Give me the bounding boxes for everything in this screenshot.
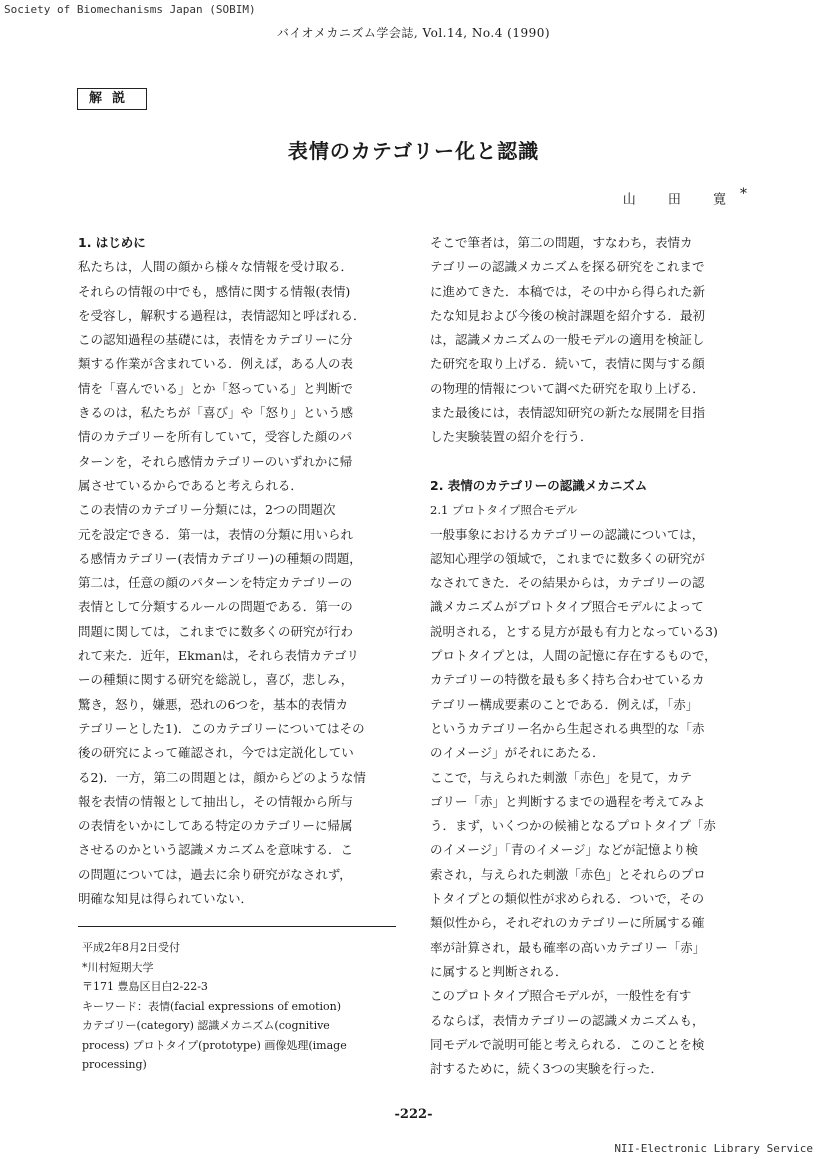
footnote-line: 平成2年8月2日受付	[82, 941, 180, 954]
text-line: を受容し，解釈する過程は，表情認知と呼ばれる．	[78, 307, 366, 323]
text-line: の表情をいかにしてある特定のカテゴリーに帰属	[78, 818, 353, 834]
text-line: た研究を取り上げる．続いて，表情に関与する顔	[430, 356, 705, 372]
text-line: きるのは，私たちが「喜び」や「怒り」という感	[78, 405, 354, 421]
society-header: Society of Biomechanisms Japan (SOBIM)	[4, 3, 256, 16]
footnote-line: processing)	[82, 1058, 147, 1071]
subsection-heading: 2.1 プロトタイプ照合モデル	[430, 503, 578, 518]
right-column	[430, 231, 752, 1081]
text-line: う．まず，いくつかの候補となるプロトタイプ「赤	[430, 818, 716, 834]
text-line: のイメージ」「青のイメージ」などが記憶より検	[430, 842, 699, 858]
category-badge: 解説	[77, 88, 147, 110]
article-title: 表情のカテゴリー化と認識	[287, 139, 540, 163]
text-line: 一般事象におけるカテゴリーの認識については，	[430, 526, 705, 542]
text-line: に進めてきた．本稿では，その中から得られた新	[430, 283, 706, 299]
text-line: した実験装置の紹介を行う．	[430, 429, 593, 445]
author-footnote-mark: *	[740, 186, 747, 202]
text-line: なされてきた．その結果からは，カテゴリーの認	[430, 575, 705, 591]
text-line: ここで，与えられた刺激「赤色」を見て，カテ	[430, 769, 693, 785]
text-line: 識メカニズムがプロトタイプ照合モデルによって	[430, 599, 704, 615]
author-text: 山 田 寛	[622, 192, 740, 208]
text-line: に属すると判断される．	[430, 963, 568, 979]
text-line: ゴリー「赤」と判断するまでの過程を考えてみよ	[430, 793, 706, 809]
text-line: このプロトタイプ照合モデルが，一般性を有す	[430, 988, 692, 1004]
text-line: そこで筆者は，第二の問題，すなわち，表情カ	[430, 235, 693, 250]
text-line: れて来た．近年，Ekmanは，それら表情カテゴリ	[78, 648, 360, 664]
text-line: は，認識メカニズムの一般モデルの適用を検証し	[430, 332, 705, 348]
page-number: -222-	[394, 1107, 433, 1122]
text-line: 驚き，怒り，嫌悪，恐れの6つを，基本的表情カ	[78, 696, 348, 712]
text-line: それらの情報の中でも，感情に関する情報(表情)	[78, 283, 351, 299]
text-line: 情のカテゴリーを所有していて，受容した顔のパ	[78, 429, 353, 445]
text-line: トタイプとの類似性が求められる．ついで，その	[430, 891, 705, 907]
text-line: 報を表情の情報として抽出し，その情報から所与	[78, 793, 354, 809]
author-name	[623, 186, 747, 207]
text-line: る感情カテゴリー(表情カテゴリー)の種類の問題，	[78, 550, 362, 566]
footnote-line: *川村短期大学	[82, 960, 154, 974]
text-line: るならば，表情カテゴリーの認識メカニズムも，	[430, 1012, 705, 1028]
text-line: テゴリー構成要素のことである．例えば，「赤」	[430, 696, 699, 712]
text-line: 率が計算され，最も確率の高いカテゴリー「赤」	[430, 939, 706, 955]
text-line: のイメージ」がそれにあたる．	[430, 745, 605, 761]
text-line: 情を「喜んでいる」とか「怒っている」と判断で	[78, 380, 354, 396]
footnote-rule	[78, 926, 396, 927]
text-line: 私たちは，人間の顔から様々な情報を受け取る．	[78, 259, 354, 275]
footnote-line: process) プロトタイプ(prototype) 画像処理(image	[82, 1038, 347, 1052]
section-heading: 2. 表情のカテゴリーの認識メカニズム	[430, 477, 648, 493]
text-line: 明確な知見は得られていない．	[78, 891, 254, 907]
text-line: る2)．一方，第二の問題とは，顔からどのような情	[78, 769, 366, 785]
footnote-line: カテゴリー(category) 認識メカニズム(cognitive	[82, 1019, 330, 1032]
text-line: 類似性から，それぞれのカテゴリーに所属する確	[430, 915, 705, 931]
text-line: というカテゴリー名から生起される典型的な「赤	[430, 720, 705, 736]
text-line: たな知見および今後の検討課題を紹介する．最初	[430, 307, 706, 323]
text-line: プロトタイプとは，人間の記憶に存在するもので，	[430, 648, 717, 664]
left-column	[78, 231, 398, 911]
text-line: 説明される，とする見方が最も有力となっている3)	[430, 623, 718, 639]
text-line: 同モデルで説明可能と考えられる．このことを検	[430, 1036, 705, 1052]
footnote-line: 〒171 豊島区目白2-22-3	[82, 980, 208, 993]
text-line: 元を設定できる．第一は，表情の分類に用いられ	[78, 526, 354, 542]
footnote-line: キーワード：表情(facial expressions of emotion)	[82, 999, 342, 1013]
text-line: テゴリーとした1)．このカテゴリーについてはその	[78, 720, 365, 736]
text-line: 第二は，任意の顔のパターンを特定カテゴリーの	[78, 575, 353, 591]
text-line: 問題に関しては，これまでに数多くの研究が行わ	[78, 623, 354, 639]
text-line: ターンを，それら感情カテゴリーのいずれかに帰	[78, 453, 353, 469]
text-line: この表情のカテゴリー分類には，2つの問題次	[78, 502, 336, 518]
footnotes	[82, 938, 402, 1075]
library-service-label: NII-Electronic Library Service	[614, 1142, 813, 1155]
text-line: の問題については，過去に余り研究がなされず，	[78, 866, 352, 882]
text-line: 属させているからであると考えられる．	[78, 477, 303, 493]
text-line: また最後には，表情認知研究の新たな展開を目指	[430, 405, 706, 421]
text-line: カテゴリーの特徴を最も多く持ち合わせているカ	[430, 672, 705, 688]
text-line: 後の研究によって確認され，今では定説化してい	[78, 745, 354, 761]
text-line: テゴリーの認識メカニズムを探る研究をこれまで	[430, 259, 705, 275]
text-line: 類する作業が含まれている．例えば，ある人の表	[78, 356, 354, 372]
text-line: させるのかという認識メカニズムを意味する．こ	[78, 842, 354, 858]
text-line	[430, 450, 752, 474]
text-line: 表情として分類するルールの問題である．第一の	[78, 599, 353, 615]
journal-citation: バイオメカニズム学会誌, Vol.14, No.4 (1990)	[276, 26, 551, 40]
text-line: この認知過程の基礎には，表情をカテゴリーに分	[78, 332, 353, 348]
text-line: の物理的情報について調べた研究を取り上げる．	[430, 380, 705, 396]
text-line: 討するために，続く3つの実験を行った．	[430, 1061, 663, 1077]
text-line: 索され，与えられた刺激「赤色」とそれらのプロ	[430, 866, 706, 882]
text-line: 認知心理学の領域で，これまでに数多くの研究が	[430, 550, 705, 566]
section-heading: 1. はじめに	[78, 235, 146, 250]
text-line: ーの種類に関する研究を総説し，喜び，悲しみ，	[78, 672, 354, 688]
